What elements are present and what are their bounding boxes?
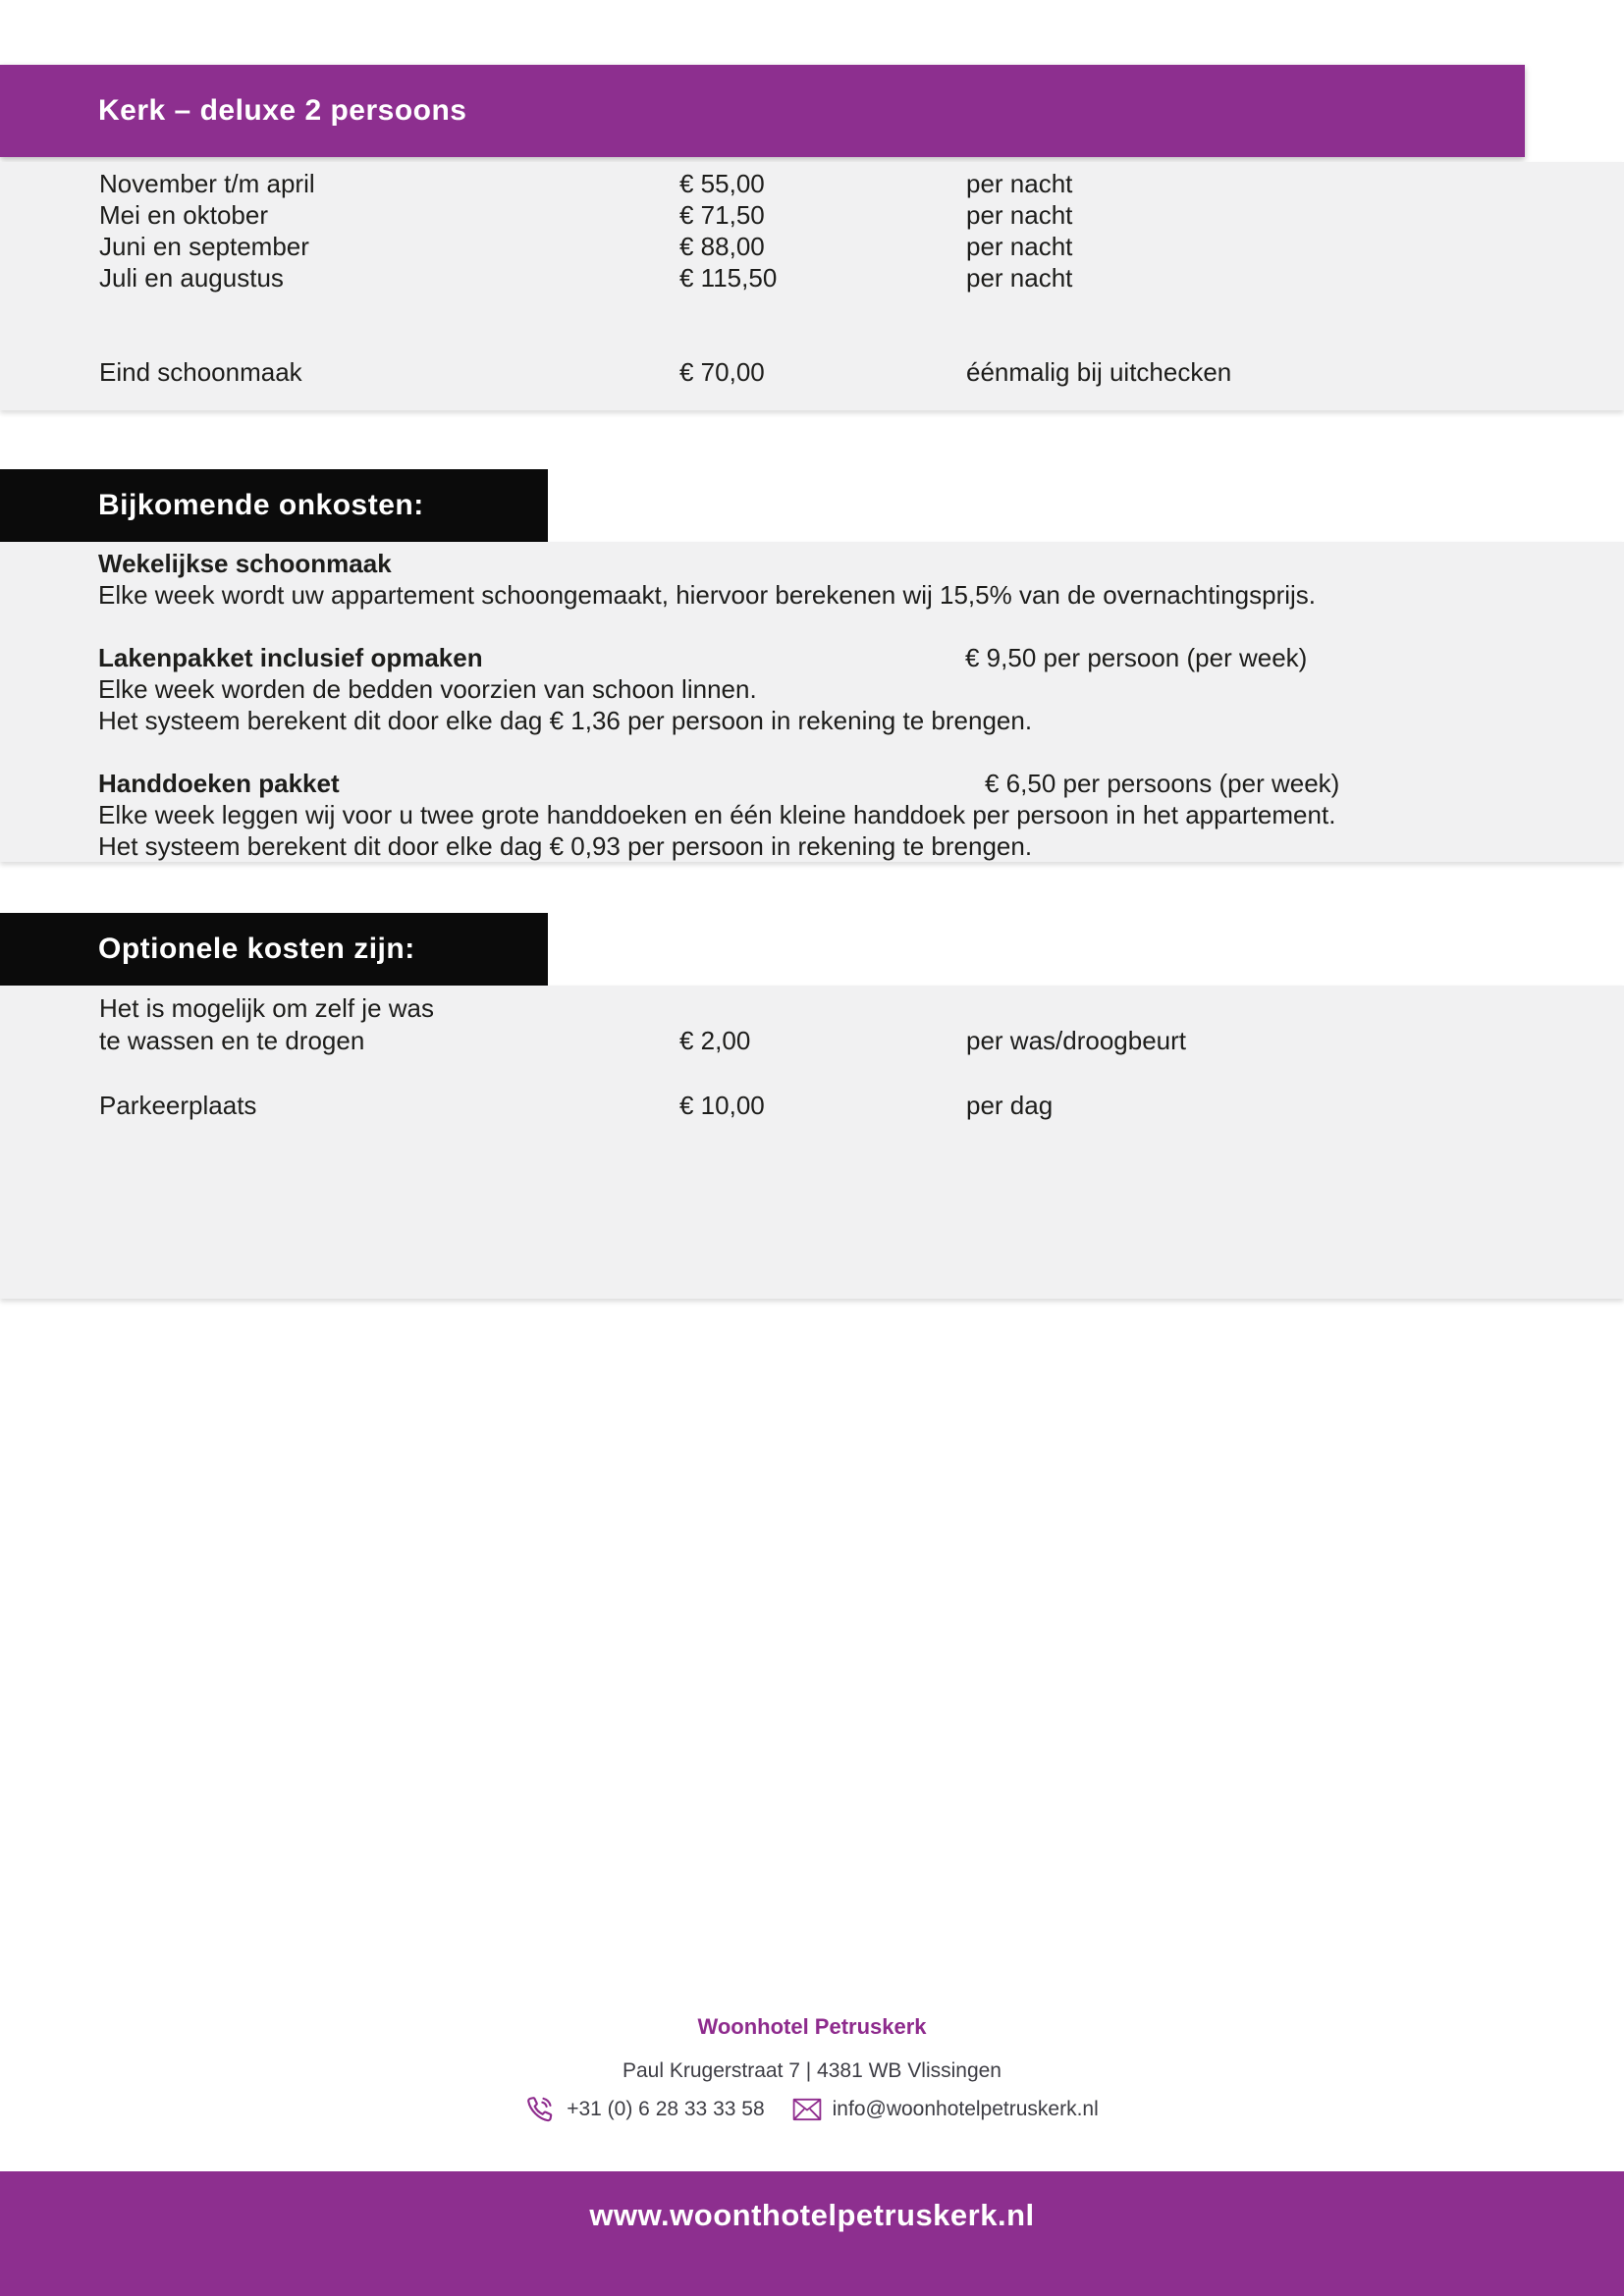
optional-costs-heading: Optionele kosten zijn: — [98, 933, 415, 965]
room-title-banner — [0, 65, 1525, 157]
room-title: Kerk – deluxe 2 persoons — [98, 94, 467, 127]
phone-icon — [525, 2095, 555, 2124]
rate-price: € 115,50 — [679, 263, 778, 293]
optional-cost-row — [0, 992, 1624, 1025]
contact-row — [0, 2095, 1624, 2124]
optional-cost-row — [0, 1025, 1624, 1057]
additional-costs-section — [0, 542, 1624, 862]
additional-costs-heading: Bijkomende onkosten: — [98, 489, 424, 521]
cost-item-title-line — [0, 548, 1624, 579]
rate-label: Juli en augustus — [99, 263, 284, 293]
season-rates-section — [0, 162, 1624, 410]
cost-item-title: Wekelijkse schoonmaak — [98, 549, 392, 578]
rate-unit: per nacht — [966, 169, 1073, 198]
rate-label: Mei en oktober — [99, 200, 268, 230]
cost-price: € 2,00 — [679, 1026, 751, 1055]
website-banner — [0, 2171, 1624, 2296]
season-rate-row — [0, 231, 1624, 262]
optional-cost-row — [0, 1090, 1624, 1122]
rate-unit: per nacht — [966, 200, 1073, 230]
row-spacer — [0, 736, 1624, 768]
rate-price: € 88,00 — [679, 232, 765, 261]
rate-label: Eind schoonmaak — [99, 357, 302, 387]
cost-item-price: € 9,50 per persoon (per week) — [965, 643, 1308, 672]
cost-label: Parkeerplaats — [99, 1091, 257, 1120]
website-url[interactable]: www.woonthotelpetruskerk.nl — [589, 2198, 1035, 2232]
season-rate-row — [0, 168, 1624, 199]
cost-item-title-line — [0, 768, 1624, 799]
rate-unit: per nacht — [966, 232, 1073, 261]
cost-item-title: Handdoeken pakket — [98, 769, 340, 798]
rate-unit: éénmalig bij uitchecken — [966, 357, 1232, 387]
rate-label: Juni en september — [99, 232, 309, 261]
hotel-name: Woonhotel Petruskerk — [697, 2014, 927, 2039]
cost-item-price: € 6,50 per persoons (per week) — [985, 769, 1340, 798]
phone-number[interactable]: +31 (0) 6 28 33 33 58 — [567, 2098, 765, 2120]
rate-price: € 71,50 — [679, 200, 765, 230]
cost-label: te wassen en te drogen — [99, 1026, 365, 1055]
cost-unit: per dag — [966, 1091, 1054, 1120]
rate-price: € 55,00 — [679, 169, 765, 198]
additional-costs-banner — [0, 469, 548, 542]
season-rate-row — [0, 199, 1624, 231]
cost-label: Het is mogelijk om zelf je was — [99, 993, 434, 1023]
rate-unit: per nacht — [966, 263, 1073, 293]
cost-item-title: Lakenpakket inclusief opmaken — [98, 643, 483, 672]
optional-costs-banner — [0, 913, 548, 986]
cost-item-description: Het systeem berekent dit door elke dag € 0,93 per persoon in rekening te brengen. — [98, 831, 1033, 861]
optional-costs-section — [0, 986, 1624, 1299]
envelope-icon — [792, 2098, 822, 2121]
cost-item-description: Elke week leggen wij voor u twee grote handdoeken en één kleine handdoek per persoon in het appartement. — [98, 800, 1336, 829]
email-address[interactable]: info@woonhotelpetruskerk.nl — [832, 2098, 1099, 2120]
cost-unit: per was/droogbeurt — [966, 1026, 1187, 1055]
hotel-address: Paul Krugerstraat 7 | 4381 WB Vlissingen — [623, 2059, 1001, 2082]
rate-label: November t/m april — [99, 169, 315, 198]
row-spacer — [0, 611, 1624, 642]
cost-item-description: Het systeem berekent dit door elke dag € 1,36 per persoon in rekening te brengen. — [98, 706, 1033, 735]
cost-price: € 10,00 — [679, 1091, 765, 1120]
cost-item-description: Elke week wordt uw appartement schoongemaakt, hiervoor berekenen wij 15,5% van de overnachtingsprijs. — [98, 580, 1317, 610]
row-spacer — [0, 294, 1624, 356]
cost-item-description: Elke week worden de bedden voorzien van schoon linnen. — [98, 674, 757, 704]
rate-price: € 70,00 — [679, 357, 765, 387]
cost-item-title-line — [0, 642, 1624, 673]
row-spacer — [0, 1057, 1624, 1090]
season-rate-row — [0, 262, 1624, 294]
final-cleaning-row — [0, 356, 1624, 388]
